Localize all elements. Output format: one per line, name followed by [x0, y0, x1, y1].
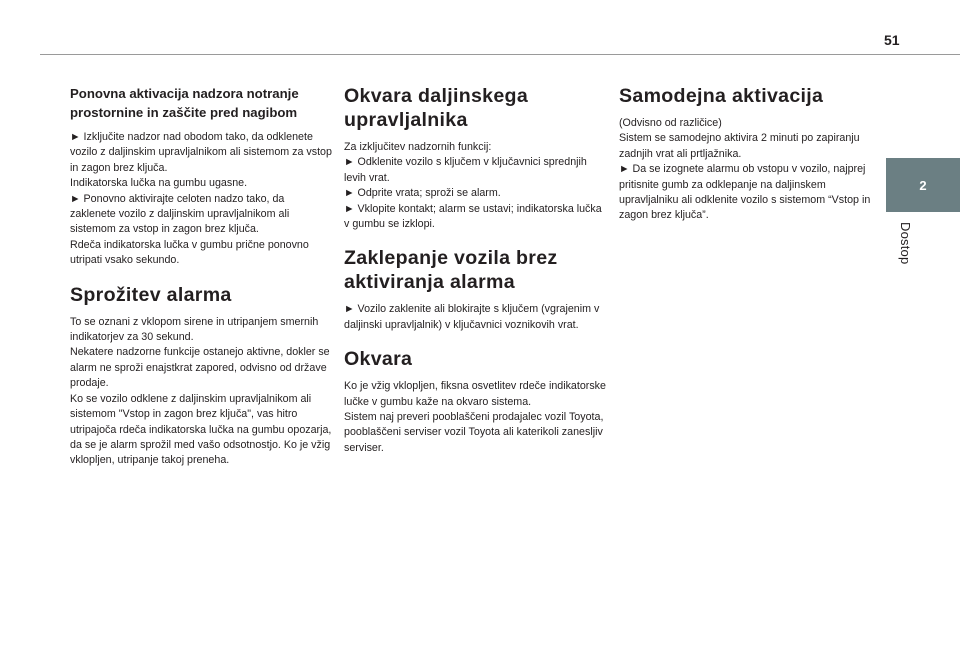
paragraph: (Odvisno od različice): [619, 117, 722, 129]
paragraph: Ko je vžig vklopljen, fiksna osvetlitev rdeče indikatorske lučke v gumbu kaže na okvaro sistema.: [344, 380, 606, 408]
paragraph: ► Vklopite kontakt; alarm se ustavi; indikatorska lučka v gumbu se izklopi.: [344, 202, 602, 231]
chapter-tab[interactable]: [886, 158, 960, 212]
column-right: [619, 84, 881, 224]
paragraph: Sistem se samodejno aktivira 2 minuti po zapiranju zadnjih vrat ali prtljažnika.: [619, 132, 860, 160]
paragraph: ► Vozilo zaklenite ali blokirajte s ključem (vgrajenim v daljinski upravljalnik) v ključavnici voznikovih vrat.: [344, 303, 600, 331]
column-middle: [344, 84, 606, 456]
paragraph: ► Ponovno aktivirajte celoten nadzo tako, da zaklenete vozilo z daljinskim upravljalnikom ali sistemom za vstop in zagon brez ključa.: [70, 192, 290, 236]
section-title-alarm-trigger: Sprožitev alarma: [70, 283, 232, 306]
header-divider: [40, 54, 960, 55]
paragraph: ► Odklenite vozilo s ključem v ključavnici sprednjih levih vrat.: [344, 156, 587, 184]
paragraph: ► Odprite vrata; sproži se alarm.: [344, 187, 501, 200]
section-title-lock-without-alarm: Zaklepanje vozila brez aktiviranja alarma: [344, 247, 558, 294]
paragraph: Rdeča indikatorska lučka v gumbu prične ponovno utripati vsako sekundo.: [70, 238, 309, 267]
paragraph: To se oznani z vklopom sirene in utripanjem smernih indikatorjev za 30 sekund.: [70, 315, 319, 344]
section-title-remote-failure: Okvara daljinskega upravljalnika: [344, 85, 529, 131]
paragraph: ► Izključite nadzor nad obodom tako, da odklenete vozilo z daljinskim upravljalnikom ali sistemom za vstop in zagon brez ključa.: [70, 131, 332, 174]
section-title-automatic-activation: Samodejna aktivacija: [619, 85, 824, 107]
paragraph: Za izključitev nadzornih funkcij:: [344, 141, 492, 153]
paragraph: ► Da se izognete alarmu ob vstopu v vozilo, najprej pritisnite gumb za odklepanje na daljinskem upravljalniku ali odklenite vozilo s sistemom “Vstop in zagon brez ključa”.: [619, 163, 871, 222]
section-title-malfunction: Okvara: [344, 348, 413, 371]
reactivation-heading: Ponovna aktivacija nadzora notranje prostornine in zaščite pred nagibom: [70, 86, 299, 120]
chapter-title: Dostop: [898, 222, 913, 265]
paragraph: Ko se vozilo odklene z daljinskim upravljalnikom ali sistemom "Vstop in zagon brez ključa", vas hitro utripajoča rdeča indikatorska lučka na gumbu opozarja, da se je alarm sprožil med vašo odsotnostjo. Ko je vžig vklopljen, utripanje takoj preneha.: [70, 392, 332, 467]
paragraph: Nekatere nadzorne funkcije ostanejo aktivne, dokler se alarm ne sproži enajstkrat zapored, odvisno od države prodaje.: [70, 346, 330, 390]
chapter-number: 2: [919, 177, 927, 193]
paragraph: Sistem naj preveri pooblaščeni prodajalec vozil Toyota, pooblaščeni serviser vozil Toyota ali katerikoli zanesljiv serviser.: [344, 411, 604, 454]
column-left: [70, 84, 332, 469]
page-number: 51: [884, 32, 900, 48]
paragraph: Indikatorska lučka na gumbu ugasne.: [70, 177, 248, 190]
